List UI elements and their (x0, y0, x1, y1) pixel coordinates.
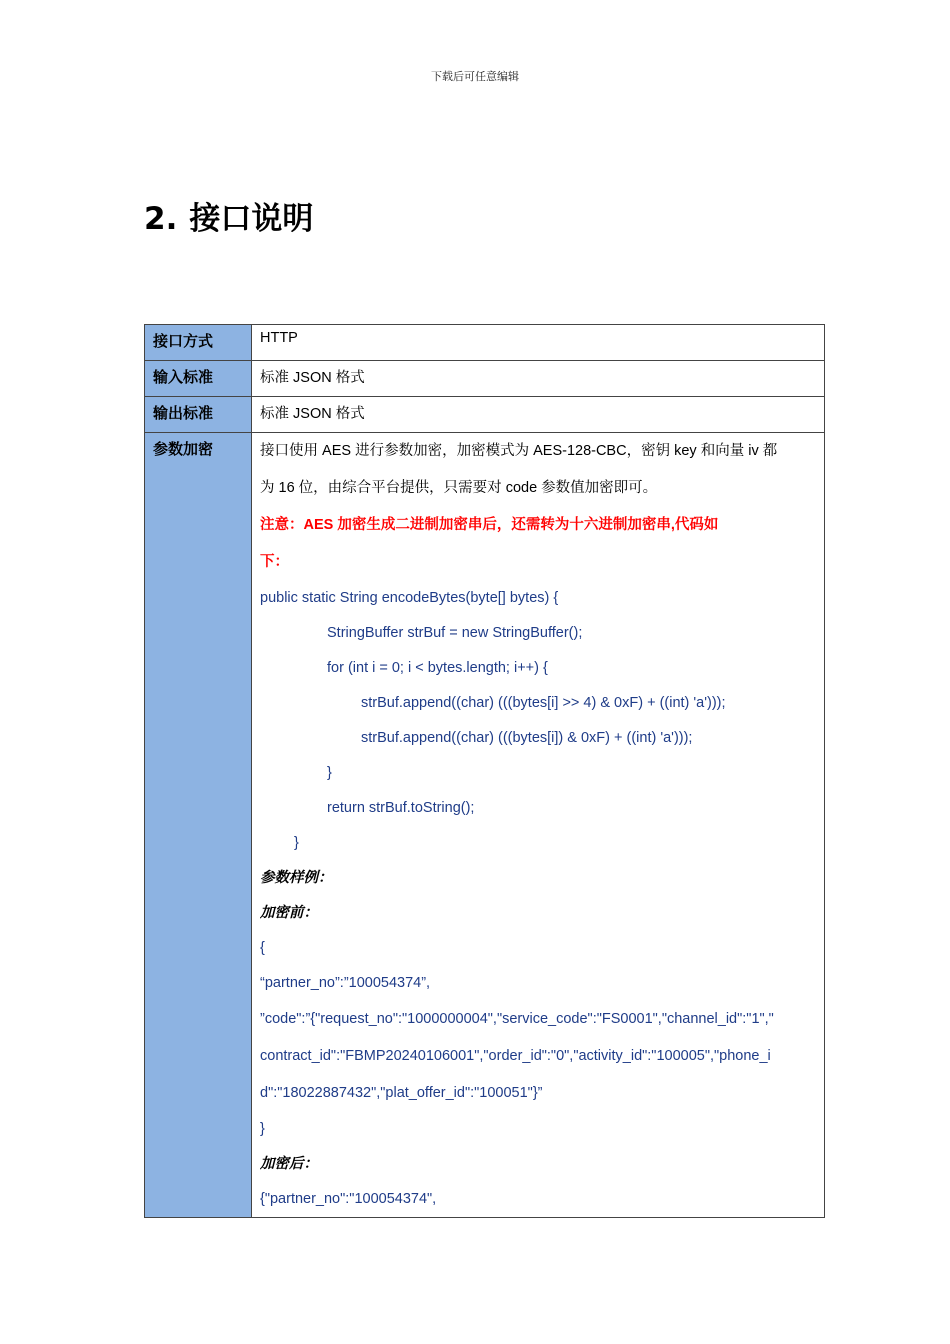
row-value-output: 标准 JSON 格式 (252, 397, 825, 433)
page-header-note: 下载后可任意编辑 (431, 70, 519, 83)
example-line: contract_id":"FBMP20240106001","order_id":"0","activity_id":"100005","phone_i (260, 1048, 771, 1064)
code-line: strBuf.append((char) (((bytes[i]) & 0xF) + ((int) 'a'))); (361, 730, 693, 746)
section-title: 接口说明 (189, 201, 314, 237)
example-line: { (260, 940, 265, 956)
row-label-encryption: 参数加密 (145, 433, 252, 1218)
row-value-encryption (252, 433, 825, 1218)
code-line: } (294, 835, 299, 851)
table-row (145, 325, 825, 361)
section-number: 2. (144, 201, 178, 237)
row-value-input: 标准 JSON 格式 (252, 361, 825, 397)
row-value-method: HTTP (252, 325, 825, 361)
encryption-warning: 下： (260, 554, 289, 570)
table-row (145, 397, 825, 433)
example-line: d":"18022887432","plat_offer_id":"100051"}” (260, 1085, 543, 1101)
code-line: StringBuffer strBuf = new StringBuffer(); (327, 625, 583, 641)
example-line: {"partner_no":"100054374", (260, 1191, 437, 1207)
encryption-description-line: 为 16 位，由综合平台提供，只需要对 code 参数值加密即可。 (260, 480, 658, 496)
after-encryption-label: 加密后： (260, 1156, 318, 1172)
row-label-output: 输出标准 (145, 397, 252, 433)
row-label-input: 输入标准 (145, 361, 252, 397)
example-line: “partner_no”:”100054374”, (260, 975, 431, 991)
interface-spec-table (144, 324, 825, 1218)
code-line: } (327, 765, 332, 781)
encryption-description-line: 接口使用 AES 进行参数加密，加密模式为 AES-128-CBC，密钥 key 和向量 iv 都 (260, 443, 778, 459)
example-line: } (260, 1121, 265, 1137)
example-label: 参数样例： (260, 870, 333, 886)
before-encryption-label: 加密前： (260, 905, 318, 921)
code-line: for (int i = 0; i < bytes.length; i++) { (327, 660, 548, 676)
row-label-method: 接口方式 (145, 325, 252, 361)
code-line: return strBuf.toString(); (327, 800, 475, 816)
code-line: public static String encodeBytes(byte[] bytes) { (260, 590, 559, 606)
example-line: ”code":”{"request_no":"1000000004","service_code":"FS0001","channel_id":"1"," (260, 1011, 774, 1027)
section-heading (144, 193, 313, 238)
table-row (145, 361, 825, 397)
table-row (145, 433, 825, 1218)
code-line: strBuf.append((char) (((bytes[i] >> 4) & 0xF) + ((int) 'a'))); (361, 695, 726, 711)
encryption-warning: 注意：AES 加密生成二进制加密串后，还需转为十六进制加密串,代码如 (260, 517, 719, 533)
